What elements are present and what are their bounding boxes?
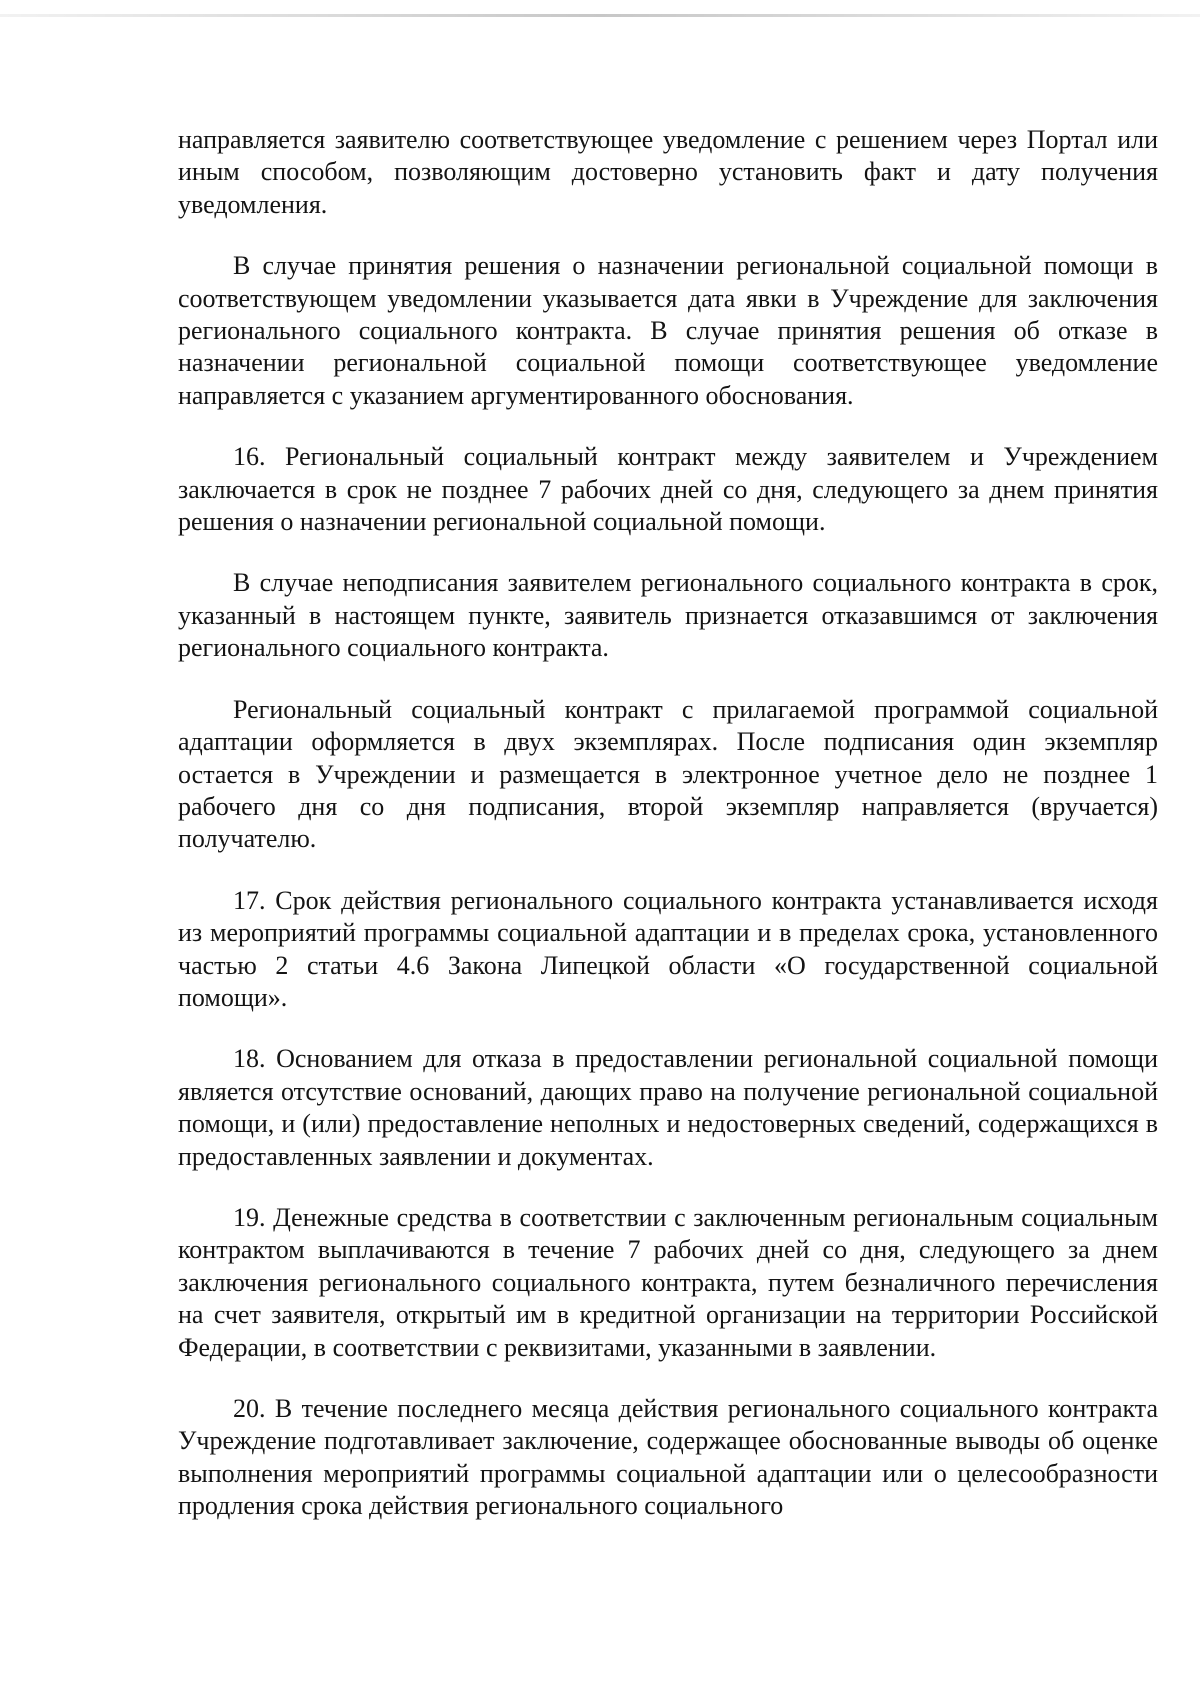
paragraph-16-refusal: В случае неподписания заявителем регионального социального контракта в срок, указанный в настоящем пункте, заявитель признается отказавшимся от заключения регионального социального контракта. [178, 568, 1158, 663]
paragraph-17: 17. Срок действия регионального социального контракта устанавливается исходя из мероприятий программы социальной адаптации и в пределах срока, установленного частью 2 статьи 4.6 Закона Липецкой области «О государственной социальной помощи». [178, 885, 1158, 1012]
paragraph-continuation: направляется заявителю соответствующее уведомление с решением через Портал или иным способом, позволяющим достоверно установить факт и дату получения уведомления. [178, 125, 1158, 219]
paragraph-19: 19. Денежные средства в соответствии с заключенным региональным социальным контрактом выплачиваются в течение 7 рабочих дней со дня, следующего за днем заключения регионального социального контракта, путем безналичного перечисления на счет заявителя, открытый им в кредитной организации на территории Российской Федерации, в соответствии с реквизитами, указанными в заявлении. [178, 1202, 1158, 1362]
paragraph-20: 20. В течение последнего месяца действия регионального социального контракта Учреждение подготавливает заключение, содержащее обоснованные выводы об оценке выполнения мероприятий программы социальной адаптации или о целесообразности продления срока действия регионального социального [178, 1394, 1158, 1521]
document-body [178, 124, 1158, 1552]
paragraph-decision-notice: В случае принятия решения о назначении региональной социальной помощи в соответствующем уведомлении указывается дата явки в Учреждение для заключения регионального социального контракта. В случае принятия решения об отказе в назначении региональной социальной помощи соответствующее уведомление направляется с указанием аргументированного обоснования. [178, 251, 1158, 410]
scan-top-edge [0, 14, 1200, 17]
paragraph-16: 16. Региональный социальный контракт между заявителем и Учреждением заключается в срок не позднее 7 рабочих дней со дня, следующего за днем принятия решения о назначении региональной социальной помощи. [178, 442, 1158, 537]
paragraph-16-copies: Региональный социальный контракт с прилагаемой программой социальной адаптации оформляется в двух экземплярах. После подписания один экземпляр остается в Учреждении и размещается в электронное учетное дело не позднее 1 рабочего дня со дня подписания, второй экземпляр направляется (вручается) получателю. [178, 694, 1158, 854]
paragraph-18: 18. Основанием для отказа в предоставлении региональной социальной помощи является отсутствие оснований, дающих право на получение региональной социальной помощи, и (или) предоставление неполных и недостоверных сведений, содержащихся в предоставленных заявлении и документах. [178, 1044, 1158, 1171]
